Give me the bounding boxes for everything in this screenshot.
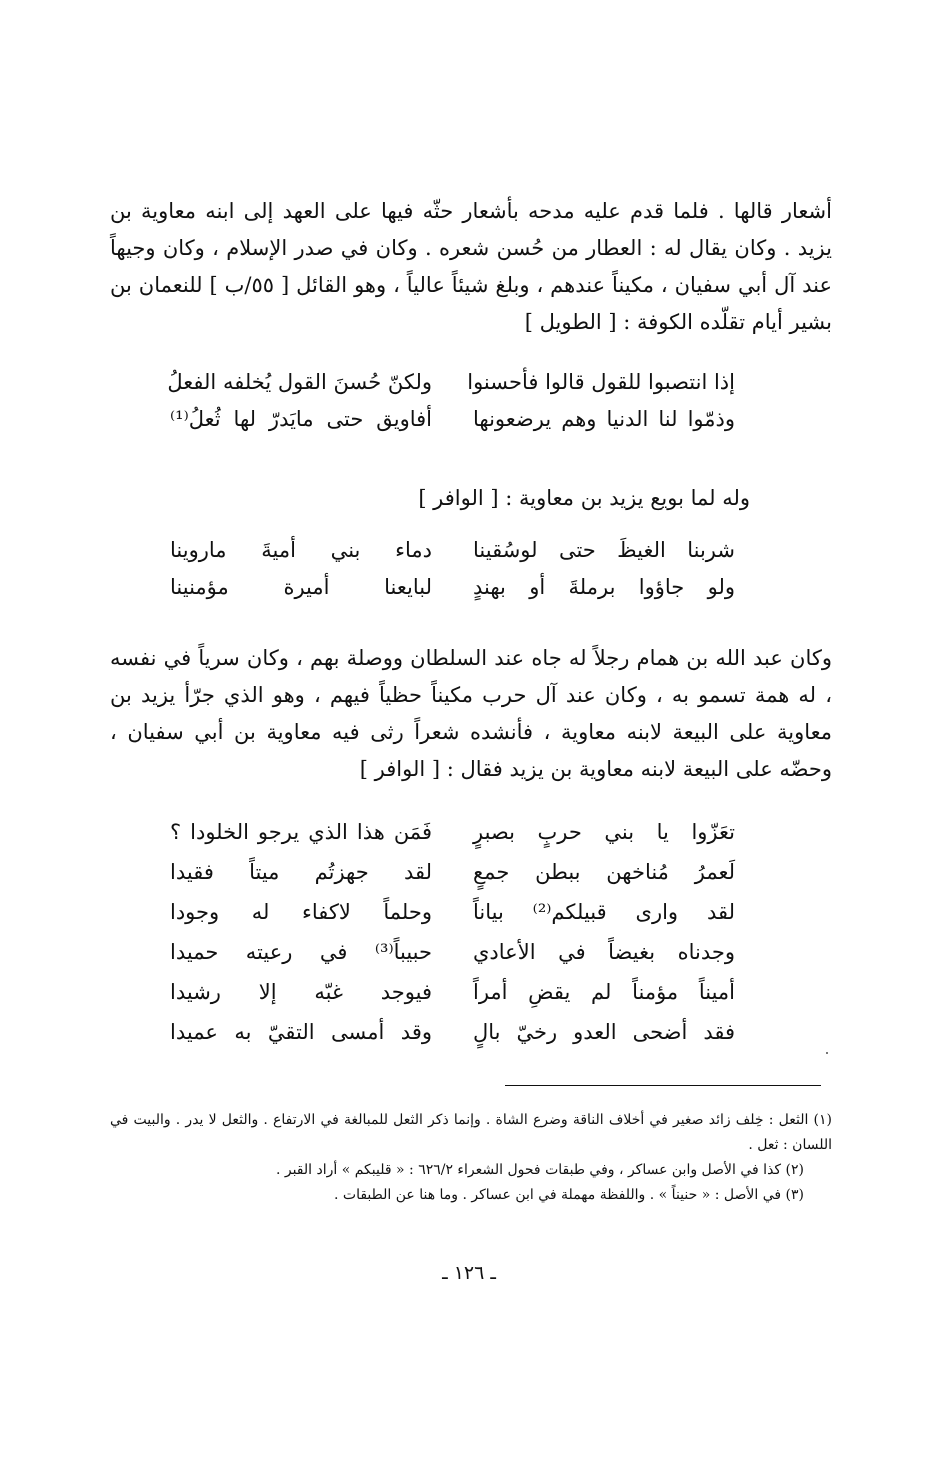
- verse-first-hemistich: أميناً مؤمناً لم يقضِ أمراً: [473, 980, 735, 1004]
- poem-wafir-1: [170, 532, 735, 606]
- paragraph-intro: أشعار قالها . فلما قدم عليه مدحه بأشعار حثّه فيها على العهد إلى ابنه معاوية بن يزيد . وكان يقال له : العطار من حُسن شعره . وكان في صدر الإسلام ، وكان وجيهاً عند آل أبي سفيان ، مكيناً عندهم ، وبلغ شيئاً عالياً ، وهو القائل [ ٥٥/ب ] للنعمان بن بشير أيام تقلّده الكوفة : [ الطويل ]: [110, 199, 832, 334]
- verse-line: [170, 814, 735, 854]
- verse-line: [170, 974, 735, 1014]
- verse-second-hemistich: فيوجد غبّه إلا رشيدا: [170, 980, 432, 1004]
- verse-line: [170, 894, 735, 934]
- verse-second-hemistich: لقد جهزتُم ميتاً فقيدا: [170, 860, 432, 884]
- verse-first-hemistich: تعَزّوا يا بني حربٍ بصبرٍ: [473, 820, 735, 844]
- verse-second-hemistich: وحلماً لاكفاء له وجودا: [170, 900, 432, 924]
- footnote-3: (٣) في الأصل : « حنيناً » . واللفظة مهملة في ابن عساكر . وما هنا عن الطبقات .: [334, 1187, 804, 1203]
- verse-line: [170, 532, 735, 569]
- verse-line: [170, 569, 735, 606]
- verse-line: [167, 364, 735, 401]
- verse-second-hemistich: فَمَن هذا الذي يرجو الخلودا ؟: [170, 820, 432, 844]
- verse-second-hemistich: وقد أمسى التقيّ به عميدا: [170, 1020, 432, 1044]
- verse-second-hemistich: أفاويق حتى مايَدرّ لها ثُعلُ⁽¹⁾: [170, 407, 432, 431]
- verse-first-hemistich: وجدناه بغيضاً في الأعادي: [473, 940, 735, 964]
- poem-tawil: [167, 364, 735, 438]
- verse-second-hemistich: لبايعنا أميرة مؤمنينا: [170, 575, 432, 599]
- verse-second-hemistich: دماء بني أميةَ ماروينا: [170, 538, 432, 562]
- scan-speck: [826, 1052, 828, 1054]
- verse-first-hemistich: وذمّوا لنا الدنيا وهم يرضعونها: [473, 407, 735, 431]
- page-number: ـ ١٢٦ ـ: [442, 1262, 496, 1284]
- verse-first-hemistich: ولو جاؤوا برملةَ أو بهندٍ: [473, 575, 735, 599]
- footnote-2: (٢) كذا في الأصل وابن عساكر ، وفي طبقات فحول الشعراء ٦٢٦/٢ : « قليبكم » أراد القبر .: [275, 1162, 804, 1178]
- verse-first-hemistich: لقد وارى قبيلكم⁽²⁾ بياناً: [473, 900, 735, 924]
- paragraph-ibn-hammam: وكان عبد الله بن همام رجلاً له جاه عند السلطان ووصلة بهم ، وكان سرياً في نفسه ، له همة تسمو به ، وكان عند آل حرب مكيناً حظياً فيهم ، وهو الذي جرّأ يزيد بن معاوية على البيعة لابنه معاوية ، فأنشده شعراً رثى فيه معاوية بن أبي سفيان ، وحضّه على البيعة لابنه معاوية بن يزيد فقال : [ الوافر ]: [110, 646, 832, 781]
- verse-first-hemistich: لَعمرُ مُناخهن ببطن جمعٍ: [473, 860, 735, 884]
- footnote-1: (١) الثعل : خِلف زائد صغير في أخلاف الناقة وضرع الشاة . وإنما ذكر الثعل للمبالغة في الارتفاع . والثعل لا يدر . والبيت في اللسان : ثعل .: [110, 1112, 832, 1153]
- verse-line: [170, 854, 735, 894]
- verse-line: [170, 401, 735, 438]
- poem-heading: وله لما بويع يزيد بن معاوية : [ الوافر ]: [418, 486, 750, 510]
- poem-wafir-2: [170, 814, 735, 1054]
- footnote-separator: [505, 1085, 821, 1086]
- verse-first-hemistich: شربنا الغيظَ حتى لوسُقينا: [473, 538, 735, 562]
- verse-second-hemistich: حبيباً⁽³⁾ في رعيته حميدا: [170, 940, 432, 964]
- verse-second-hemistich: ولكنّ حُسنَ القول يُخلفه الفعلُ: [167, 370, 432, 394]
- verse-first-hemistich: فقد أضحى العدو رخيّ بالٍ: [473, 1020, 735, 1044]
- verse-line: [170, 934, 735, 974]
- verse-first-hemistich: إذا انتصبوا للقول قالوا فأحسنوا: [467, 370, 735, 394]
- verse-line: [170, 1014, 735, 1054]
- footnotes: [110, 1108, 832, 1208]
